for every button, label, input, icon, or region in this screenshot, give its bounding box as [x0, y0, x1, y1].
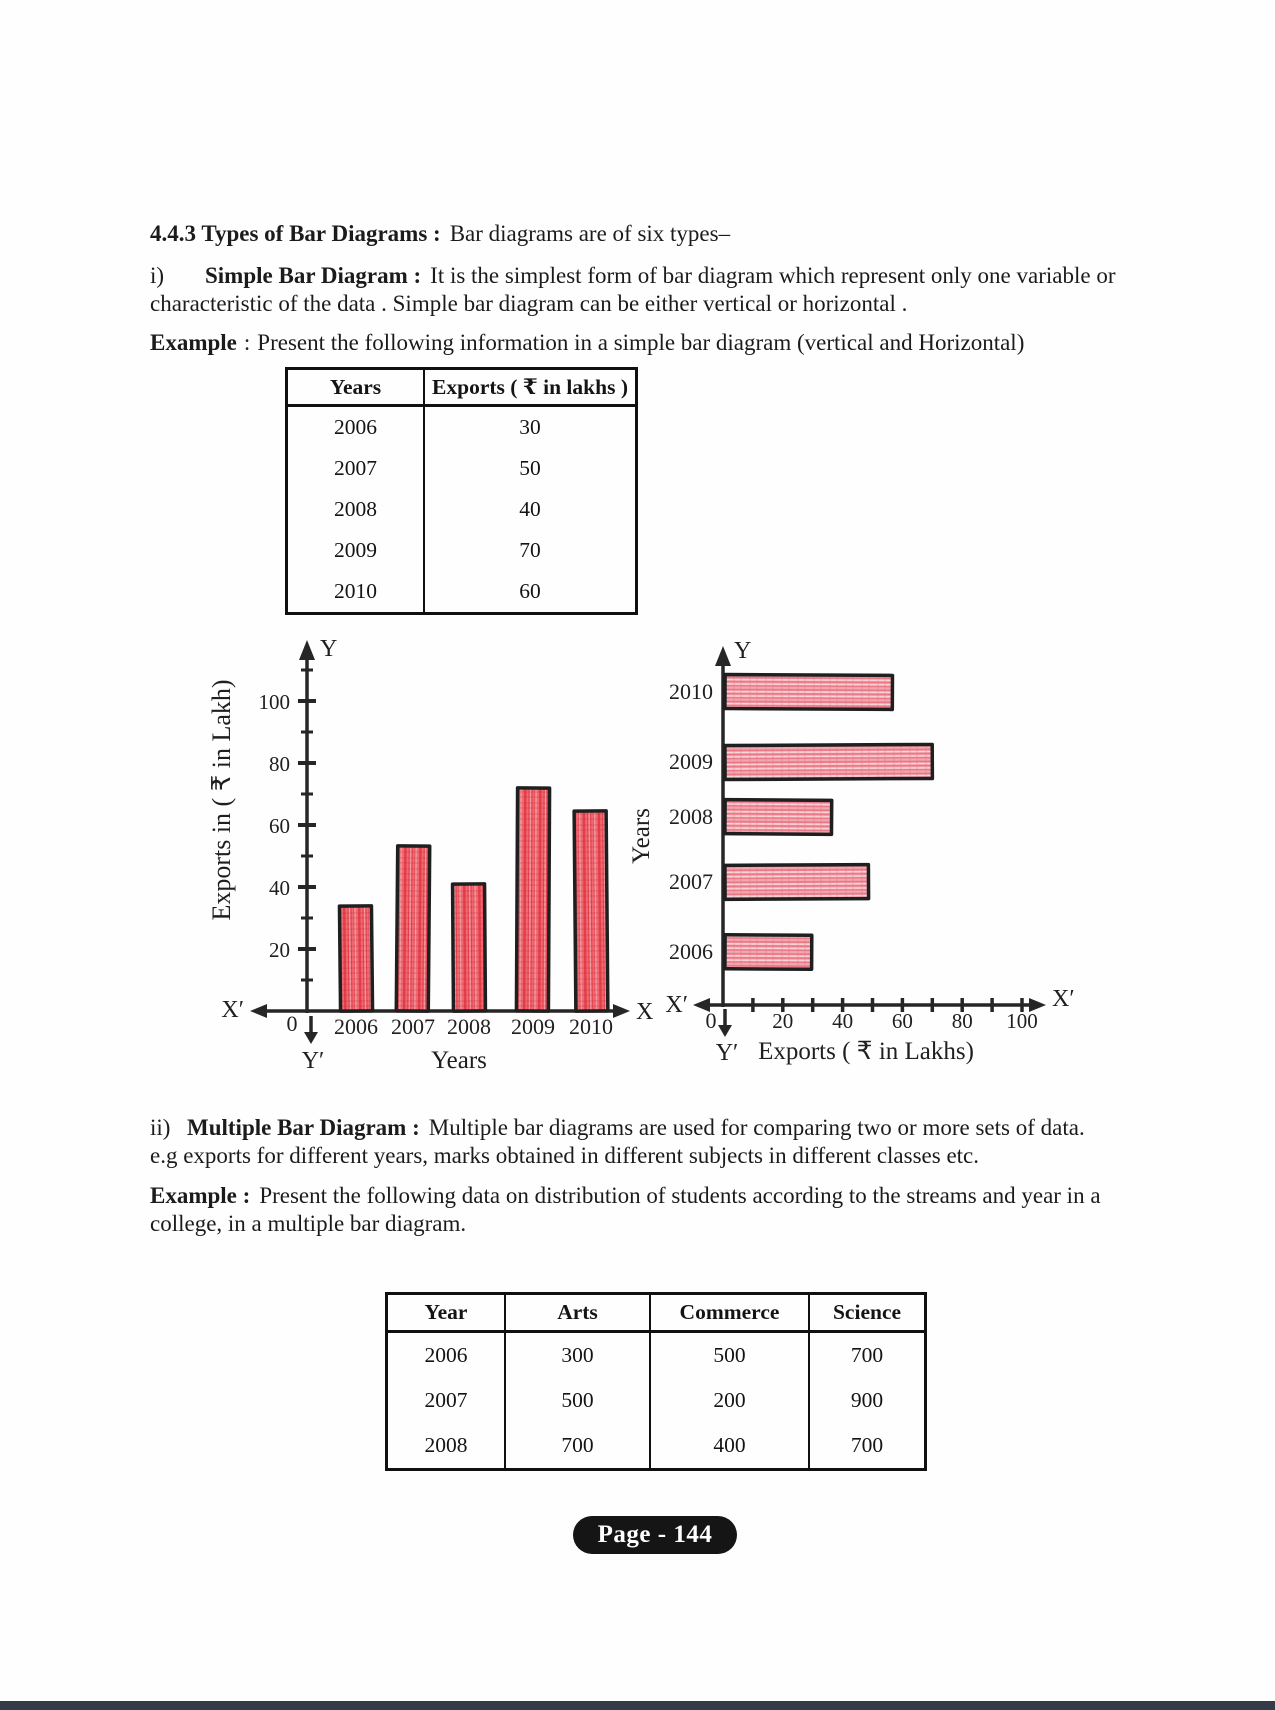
- students-table-header-row: [387, 1294, 926, 1332]
- bar-2008: [725, 800, 832, 835]
- x-category-label-2007: 2007: [391, 1014, 435, 1039]
- x-axis-letter-right: X′: [1052, 986, 1075, 1012]
- students-table-cell-2-3: 700: [809, 1423, 926, 1470]
- y-tick-label-40: 40: [269, 876, 290, 900]
- exports-table-cell-0-1: 30: [424, 406, 637, 449]
- x-axis-title: Years: [431, 1047, 487, 1074]
- exports-table-cell-4-0: 2010: [334, 579, 377, 603]
- section-heading-text: Bar diagrams are of six types–: [449, 221, 731, 246]
- students-table-header-0: Year: [387, 1294, 506, 1332]
- exports-table-cell-4-1: 60: [424, 571, 637, 614]
- bar-2009: [725, 744, 932, 779]
- y-tick-label-100: 100: [258, 690, 290, 714]
- x-axis-letter-left: X′: [665, 992, 688, 1018]
- students-table-head: [387, 1294, 926, 1332]
- item-ii-line2: e.g exports for different years, marks obtained in different subjects in different classes etc.: [150, 1143, 979, 1168]
- students-table-cell-1-2: 200: [650, 1378, 809, 1423]
- origin-label: 0: [705, 1008, 717, 1033]
- example2-line1: [150, 1182, 1140, 1209]
- x-tick-label-60: 60: [891, 1009, 913, 1033]
- bar-2006: [725, 935, 812, 969]
- students-table-header-1: Arts: [505, 1294, 650, 1332]
- students-table-header-2: Commerce: [650, 1294, 809, 1332]
- students-table-cell-0-0: 2006: [424, 1343, 468, 1367]
- bar-2009: [516, 788, 549, 1011]
- students-table-header-3: Science: [809, 1294, 926, 1332]
- x-tick-label-80: 80: [951, 1009, 973, 1033]
- item-i-line1: [150, 262, 1140, 289]
- x-axis-letter-right: X: [636, 999, 654, 1025]
- exports-table-head: [287, 369, 637, 406]
- y-axis-title: Years: [628, 808, 655, 864]
- students-table-body: [387, 1332, 926, 1470]
- exports-table-header-0: Years: [287, 369, 425, 406]
- y-axis-arrow-up: [299, 640, 315, 660]
- item-ii-line1: [150, 1114, 1140, 1141]
- example2-text1: Present the following data on distribution of students according to the streams and year in a: [259, 1183, 1101, 1208]
- x-tick-label-20: 20: [772, 1009, 794, 1033]
- item-i-marker: i): [150, 263, 165, 288]
- exports-table-row-3: [287, 530, 637, 571]
- y-axis-arrow-down: [304, 1032, 318, 1044]
- origin-label: 0: [286, 1011, 298, 1036]
- item-i-line2: characteristic of the data . Simple bar diagram can be either vertical or horizontal .: [150, 291, 908, 316]
- exports-table-header-row: [287, 369, 637, 406]
- item-ii-marker: ii): [150, 1115, 171, 1140]
- y-axis-arrow-up: [715, 646, 731, 666]
- students-table-cell-2-1: 700: [505, 1423, 650, 1470]
- example1-line: [150, 329, 1140, 356]
- y-tick-label-20: 20: [269, 938, 290, 962]
- x-axis-title: Exports ( ₹ in Lakhs): [758, 1038, 974, 1065]
- y-axis-title: Exports in ( ₹ in Lakh): [207, 679, 236, 921]
- horizontal-bar-chart: [620, 580, 1110, 1095]
- y-category-label-2010: 2010: [669, 679, 713, 704]
- students-table-cell-1-3: 900: [809, 1378, 926, 1423]
- exports-table-cell-1-0: 2007: [334, 456, 377, 480]
- students-table-row-1: [387, 1378, 926, 1423]
- section-heading: [150, 220, 1140, 247]
- exports-table-cell-3-0: 2009: [334, 538, 377, 562]
- item-ii-title: Multiple Bar Diagram :: [187, 1115, 420, 1140]
- bar-2006: [339, 906, 372, 1011]
- students-table-cell-2-0: 2008: [424, 1433, 468, 1457]
- example1-colon: :: [243, 330, 251, 355]
- item-ii-text1: Multiple bar diagrams are used for comparing two or more sets of data.: [428, 1115, 1085, 1140]
- x-category-label-2010: 2010: [569, 1014, 613, 1039]
- exports-table-cell-3-1: 70: [424, 530, 637, 571]
- students-table: [385, 1292, 927, 1471]
- students-table-cell-1-0: 2007: [424, 1388, 468, 1412]
- students-table-row-2: [387, 1423, 926, 1470]
- y-axis-letter-top: Y: [320, 636, 338, 662]
- y-category-label-2009: 2009: [669, 749, 713, 774]
- example1-text: Present the following information in a simple bar diagram (vertical and Horizontal): [257, 330, 1025, 355]
- example2-label: Example :: [150, 1183, 251, 1208]
- x-category-label-2008: 2008: [447, 1014, 491, 1039]
- students-table-row-0: [387, 1332, 926, 1379]
- x-category-label-2006: 2006: [334, 1014, 378, 1039]
- y-tick-label-60: 60: [269, 814, 290, 838]
- exports-table-row-1: [287, 448, 637, 489]
- y-category-label-2007: 2007: [669, 869, 713, 894]
- exports-table-cell-2-0: 2008: [334, 497, 377, 521]
- exports-table-row-0: [287, 406, 637, 449]
- bar-2010: [574, 811, 608, 1011]
- exports-table-cell-2-1: 40: [424, 489, 637, 530]
- students-table-cell-0-1: 300: [505, 1332, 650, 1379]
- x-tick-label-100: 100: [1006, 1009, 1038, 1033]
- bar-2008: [453, 884, 486, 1011]
- y-tick-label-80: 80: [269, 752, 290, 776]
- x-tick-label-40: 40: [832, 1009, 854, 1033]
- students-table-cell-0-2: 500: [650, 1332, 809, 1379]
- y-axis-letter-top: Y: [734, 638, 752, 664]
- x-category-label-2009: 2009: [511, 1014, 555, 1039]
- y-axis-letter-bottom: Y′: [301, 1048, 325, 1074]
- x-axis-arrow-left: [250, 1004, 267, 1018]
- y-category-label-2006: 2006: [669, 939, 713, 964]
- students-table-cell-1-1: 500: [505, 1378, 650, 1423]
- y-axis-letter-bottom: Y′: [715, 1040, 739, 1066]
- scan-edge-strip: [0, 1701, 1275, 1710]
- y-axis-arrow-down: [718, 1025, 732, 1037]
- exports-table-header-1: Exports ( ₹ in lakhs ): [424, 369, 637, 406]
- item-i-title: Simple Bar Diagram :: [205, 263, 422, 288]
- section-heading-number: 4.4.3 Types of Bar Diagrams :: [150, 221, 441, 246]
- exports-table-cell-0-0: 2006: [334, 415, 377, 439]
- x-axis-letter-left: X′: [221, 997, 244, 1023]
- bar-2010: [725, 675, 893, 710]
- exports-table-row-2: [287, 489, 637, 530]
- students-table-cell-2-2: 400: [650, 1423, 809, 1470]
- students-table-cell-0-3: 700: [809, 1332, 926, 1379]
- bar-2007: [396, 846, 429, 1011]
- example1-label: Example: [150, 330, 237, 355]
- y-category-label-2008: 2008: [669, 804, 713, 829]
- item-i-text1: It is the simplest form of bar diagram which represent only one variable or: [430, 263, 1116, 288]
- exports-table-cell-1-1: 50: [424, 448, 637, 489]
- example2-line2: college, in a multiple bar diagram.: [150, 1211, 467, 1236]
- page-number-badge: Page - 144: [573, 1516, 737, 1554]
- exports-table: [285, 367, 638, 615]
- bar-2007: [725, 865, 869, 900]
- vertical-bar-chart: [180, 580, 660, 1095]
